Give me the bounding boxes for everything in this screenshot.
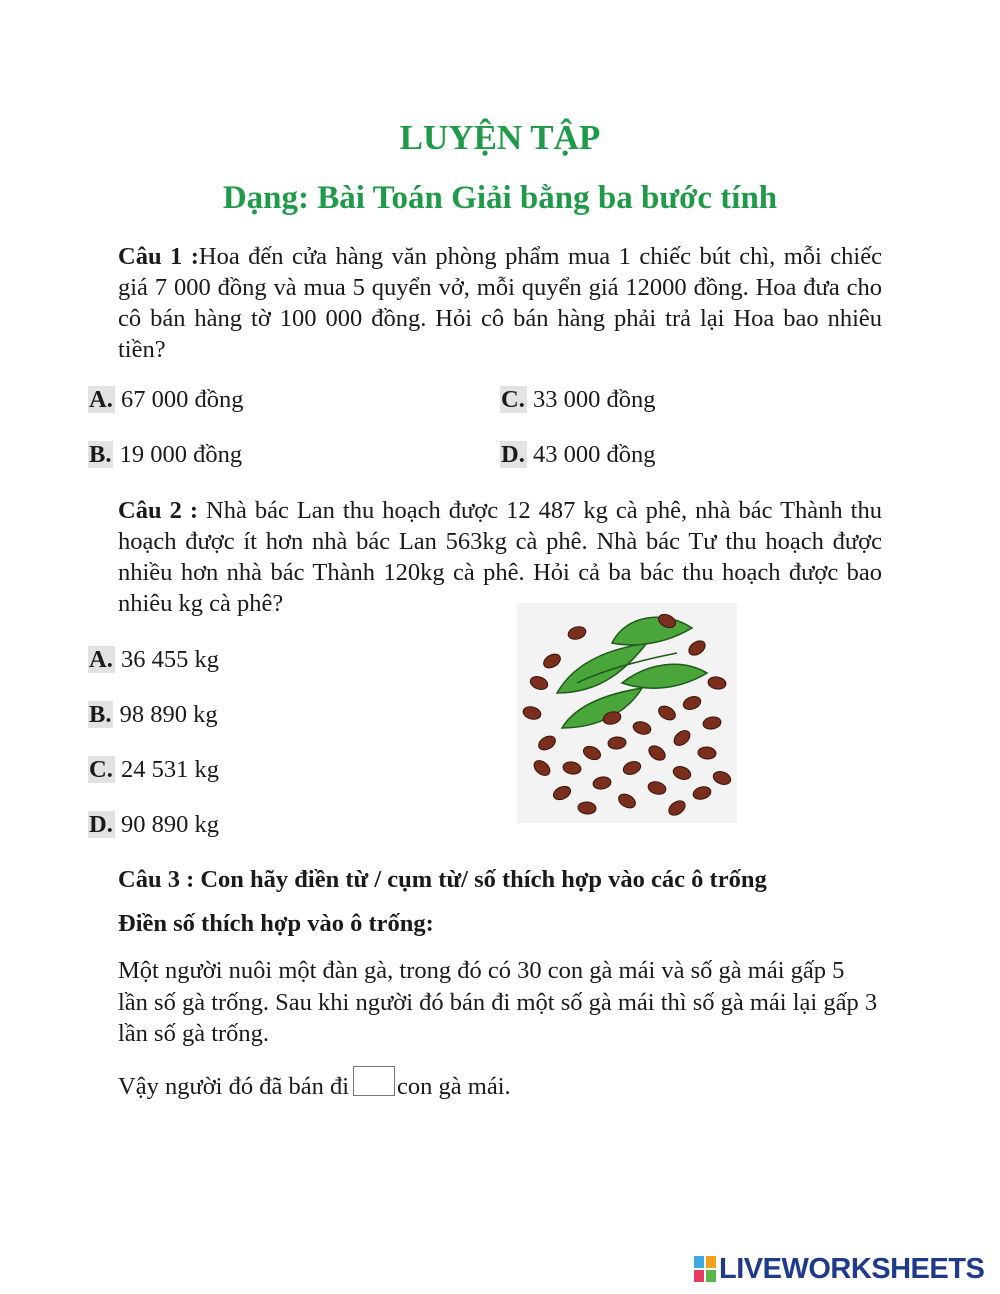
answer-prefix: Vậy người đó đã bán đi <box>118 1073 350 1100</box>
liveworksheets-logo-text: LIVEWORKSHEETS <box>719 1252 985 1285</box>
page-subtitle: Dạng: Bài Toán Giải bằng ba bước tính <box>222 180 778 216</box>
q2-option-b[interactable] <box>88 700 218 730</box>
q2-option-c-text: 24 531 kg <box>114 756 219 783</box>
q1-option-a[interactable] <box>88 385 243 415</box>
question-1 <box>118 241 882 365</box>
q2-option-d[interactable] <box>88 810 219 840</box>
q1-option-c[interactable] <box>500 385 655 415</box>
question-2-text: Nhà bác Lan thu hoạch được 12 487 kg cà phê, nhà bác Thành thu hoạch được ít hơn nhà bác Lan 563kg cà phê. Nhà bác Tư thu hoạch được nhiều hơn nhà bác Thành 120kg cà phê. Hỏi cả ba bác thu hoạch được bao nhiêu kg cà phê? <box>118 497 882 617</box>
page-title: LUYỆN TẬP <box>399 118 601 157</box>
liveworksheets-logo <box>694 1254 984 1284</box>
question-3-instruction: Điền số thích hợp vào ô trống: <box>118 910 434 937</box>
q2-option-a-text: 36 455 kg <box>114 646 219 673</box>
question-3-text: Một người nuôi một đàn gà, trong đó có 30 con gà mái và số gà mái gấp 5 lần số gà trống. Sau khi người đó bán đi một số gà mái thì số gà mái lại gấp 3 lần số gà trống. <box>118 957 878 1047</box>
q2-option-a[interactable] <box>88 645 219 675</box>
q2-option-a-letter: A. <box>89 646 113 673</box>
question-2-label: Câu 2 : <box>118 497 198 524</box>
q1-option-c-letter: C. <box>501 386 525 413</box>
q1-option-d[interactable] <box>500 440 655 470</box>
answer-suffix: con gà mái. <box>397 1073 511 1100</box>
answer-input-box[interactable] <box>353 1066 395 1096</box>
question-3-answer-line <box>118 1066 882 1102</box>
liveworksheets-logo-icon <box>694 1256 716 1282</box>
q2-option-c-letter: C. <box>89 756 113 783</box>
q2-option-b-text: 98 890 kg <box>113 701 218 728</box>
q2-option-b-letter: B. <box>89 701 112 728</box>
q2-option-d-text: 90 890 kg <box>114 811 219 838</box>
q1-option-b-letter: B. <box>89 441 112 468</box>
question-1-label: Câu 1 : <box>118 243 199 270</box>
q2-option-c[interactable] <box>88 755 219 785</box>
q1-option-c-text: 33 000 đồng <box>526 386 656 413</box>
q1-option-b-text: 19 000 đồng <box>113 441 243 468</box>
q1-option-a-text: 67 000 đồng <box>114 386 244 413</box>
q1-option-a-letter: A. <box>89 386 113 413</box>
question-3-heading: Câu 3 : Con hãy điền từ / cụm từ/ số thích hợp vào các ô trống <box>118 866 767 893</box>
coffee-beans-image <box>517 603 737 823</box>
q1-option-b[interactable] <box>88 440 242 470</box>
q2-option-d-letter: D. <box>89 811 113 838</box>
q1-option-d-letter: D. <box>501 441 525 468</box>
question-1-text: Hoa đến cửa hàng văn phòng phẩm mua 1 chiếc bút chì, mỗi chiếc giá 7 000 đồng và mua 5 quyển vở, mỗi quyển giá 12000 đồng. Hoa đưa cho cô bán hàng tờ 100 000 đồng. Hỏi cô bán hàng phải trả lại Hoa bao nhiêu tiền? <box>118 243 882 363</box>
question-2 <box>118 495 882 619</box>
q1-option-d-text: 43 000 đồng <box>526 441 656 468</box>
